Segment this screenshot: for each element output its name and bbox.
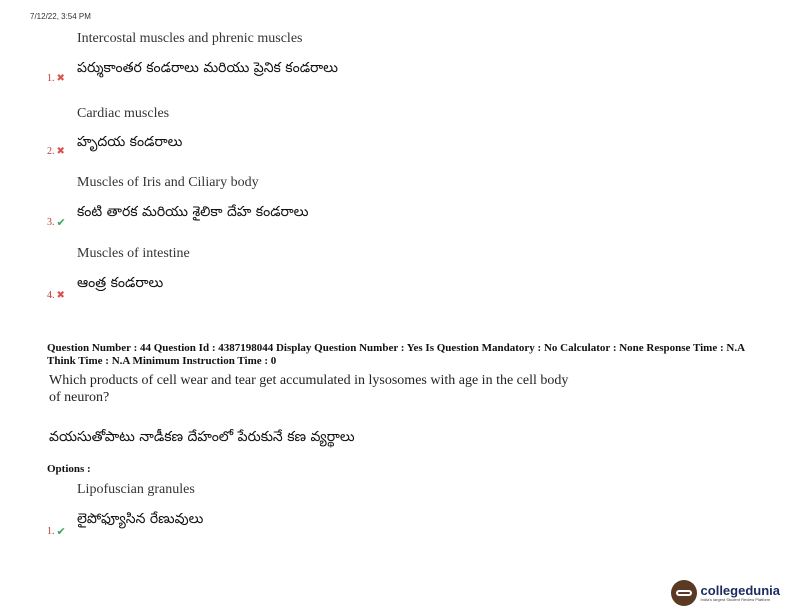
prev-option-1-english: Intercostal muscles and phrenic muscles (77, 31, 303, 46)
question-text-english: Which products of cell wear and tear get accumulated in lysosomes with age in the cell body of neuron? (49, 373, 569, 405)
prev-option-3-english: Muscles of Iris and Ciliary body (77, 175, 259, 190)
check-icon: ✔ (56, 525, 66, 538)
option-number: 4. (47, 290, 55, 301)
prev-option-2-english: Cardiac muscles (77, 106, 170, 121)
prev-option-1-telugu: పర్శుకాంతర కండరాలు మరియు ప్రెనిక కండరాలు (77, 60, 338, 76)
logo-text (701, 584, 780, 602)
prev-option-4-english: Muscles of intestine (77, 246, 190, 261)
check-icon: ✔ (56, 216, 66, 229)
option-1-english: Lipofuscian granules (77, 482, 195, 497)
prev-option-1-number (47, 73, 65, 84)
prev-option-2-telugu: హృదయ కండరాలు (77, 134, 183, 150)
cross-icon: ✖ (56, 290, 65, 301)
option-1-telugu: లైపోఫ్యూసిన రేణువులు (77, 511, 204, 527)
prev-option-4-number (47, 290, 65, 301)
mascot-icon (671, 580, 697, 606)
prev-option-2-number (47, 146, 65, 157)
option-number: 3. (47, 217, 55, 228)
prev-option-3-number (47, 216, 66, 229)
cross-icon: ✖ (56, 73, 65, 84)
option-1-number (47, 525, 66, 538)
question-meta: Question Number : 44 Question Id : 4387198044 Display Question Number : Yes Is Question Mandatory : No Calculator : None Response Time : N.A Think Time : N.A Minimum Instruction Time : 0 (47, 342, 745, 367)
options-label: Options : (47, 463, 91, 475)
option-number: 1. (47, 526, 55, 537)
print-timestamp: 7/12/22, 3:54 PM (30, 12, 91, 21)
option-number: 2. (47, 146, 55, 157)
question-text-telugu: వయసుతోపాటు నాడీకణ దేహంలో పేరుకునే కణ వ్యర్థాలు (49, 429, 355, 445)
logo-name: collegedunia (700, 583, 780, 598)
option-number: 1. (47, 73, 55, 84)
prev-option-3-telugu: కంటి తారక మరియు శైలికా దేహ కండరాలు (77, 204, 309, 220)
logo-tagline: India's largest Student Review Platform (700, 597, 771, 602)
prev-option-4-telugu: ఆంత్ర కండరాలు (77, 275, 164, 291)
collegedunia-logo (671, 580, 780, 606)
cross-icon: ✖ (56, 146, 65, 157)
